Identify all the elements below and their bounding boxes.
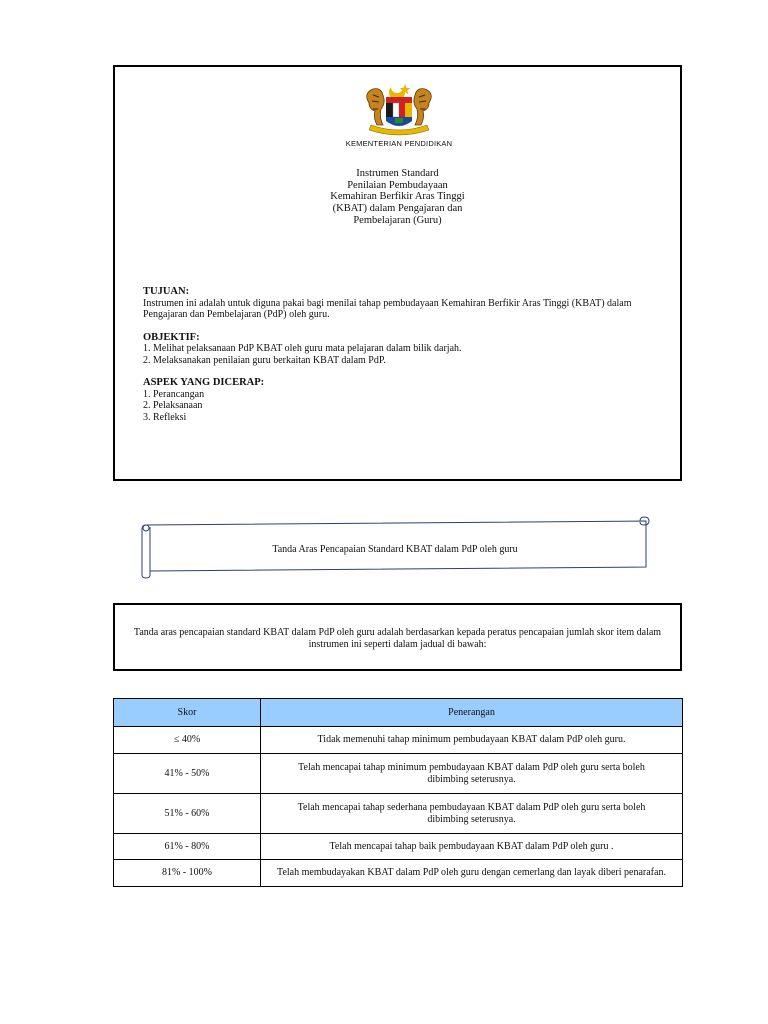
cover-box	[113, 65, 682, 481]
header-penerangan: Penerangan	[261, 699, 683, 727]
coat-of-arms-icon	[329, 81, 469, 139]
intro-box	[113, 603, 682, 671]
banner-title: Tanda Aras Pencapaian Standard KBAT dalam PdP oleh guru	[272, 544, 518, 555]
table-row	[114, 727, 683, 754]
table-row	[114, 834, 683, 860]
penerangan-cell: Telah membudayakan KBAT dalam PdP oleh guru dengan cemerlang dan layak diberi penarafan.	[261, 860, 683, 887]
title-line: Instrumen Standard	[356, 168, 439, 179]
skor-cell: 51% - 60%	[114, 794, 261, 834]
penerangan-cell: Telah mencapai tahap minimum pembudayaan KBAT dalam PdP oleh guru serta boleh dibimbing seterusnya.	[261, 754, 683, 794]
penerangan-cell: Tidak memenuhi tahap minimum pembudayaan KBAT dalam PdP oleh guru.	[261, 727, 683, 754]
tujuan-heading: TUJUAN:	[143, 286, 190, 297]
aspek-item: 2. Pelaksanaan	[143, 400, 203, 411]
table-row	[114, 860, 683, 887]
penerangan-cell: Telah mencapai tahap sederhana pembudayaan KBAT dalam PdP oleh guru serta boleh dibimbing seterusnya.	[261, 794, 683, 834]
logo-caption: KEMENTERIAN PENDIDIKAN	[345, 139, 453, 148]
header-skor: Skor	[114, 699, 261, 727]
title-line: Pembelajaran (Guru)	[353, 214, 442, 226]
skor-cell: 41% - 50%	[114, 754, 261, 794]
title-line: Kemahiran Berfikir Aras Tinggi	[330, 191, 465, 203]
aspek-heading: ASPEK YANG DICERAP:	[143, 377, 265, 388]
objektif-item: 2. Melaksanakan penilaian guru berkaitan KBAT dalam PdP.	[143, 354, 386, 366]
skor-cell: ≤ 40%	[114, 727, 261, 754]
title-line: (KBAT) dalam Pengajaran dan	[332, 203, 463, 215]
tujuan-text: Instrumen ini adalah untuk diguna pakai bagi menilai tahap pembudayaan Kemahiran Berfikir Aras Tinggi (KBAT) dalam Pengajaran dan Pembelajaran (PdP) oleh guru.	[143, 297, 632, 320]
title-line: Penilaian Pembudayaan	[347, 179, 448, 191]
table-row	[114, 754, 683, 794]
aspek-item: 3. Refleksi	[143, 411, 187, 423]
coat-of-arms-logo	[329, 81, 469, 151]
aspek-item: 1. Perancangan	[143, 388, 205, 400]
skor-cell: 81% - 100%	[114, 860, 261, 887]
score-table	[113, 698, 683, 887]
penerangan-cell: Telah mencapai tahap baik pembudayaan KBAT dalam PdP oleh guru .	[261, 834, 683, 860]
document-title	[115, 168, 680, 227]
objektif-item: 1. Melihat pelaksanaan PdP KBAT oleh guru mata pelajaran dalam bilik darjah.	[143, 343, 462, 354]
intro-text: Tanda aras pencapaian standard KBAT dalam PdP oleh guru adalah berdasarkan kepada peratus pencapaian jumlah skor item dalam instrumen ini seperti dalam jadual di bawah:	[133, 627, 662, 650]
table-header-row	[114, 699, 683, 727]
skor-cell: 61% - 80%	[114, 834, 261, 860]
table-row	[114, 794, 683, 834]
objektif-heading: OBJEKTIF:	[143, 331, 200, 343]
document-content	[143, 286, 670, 423]
